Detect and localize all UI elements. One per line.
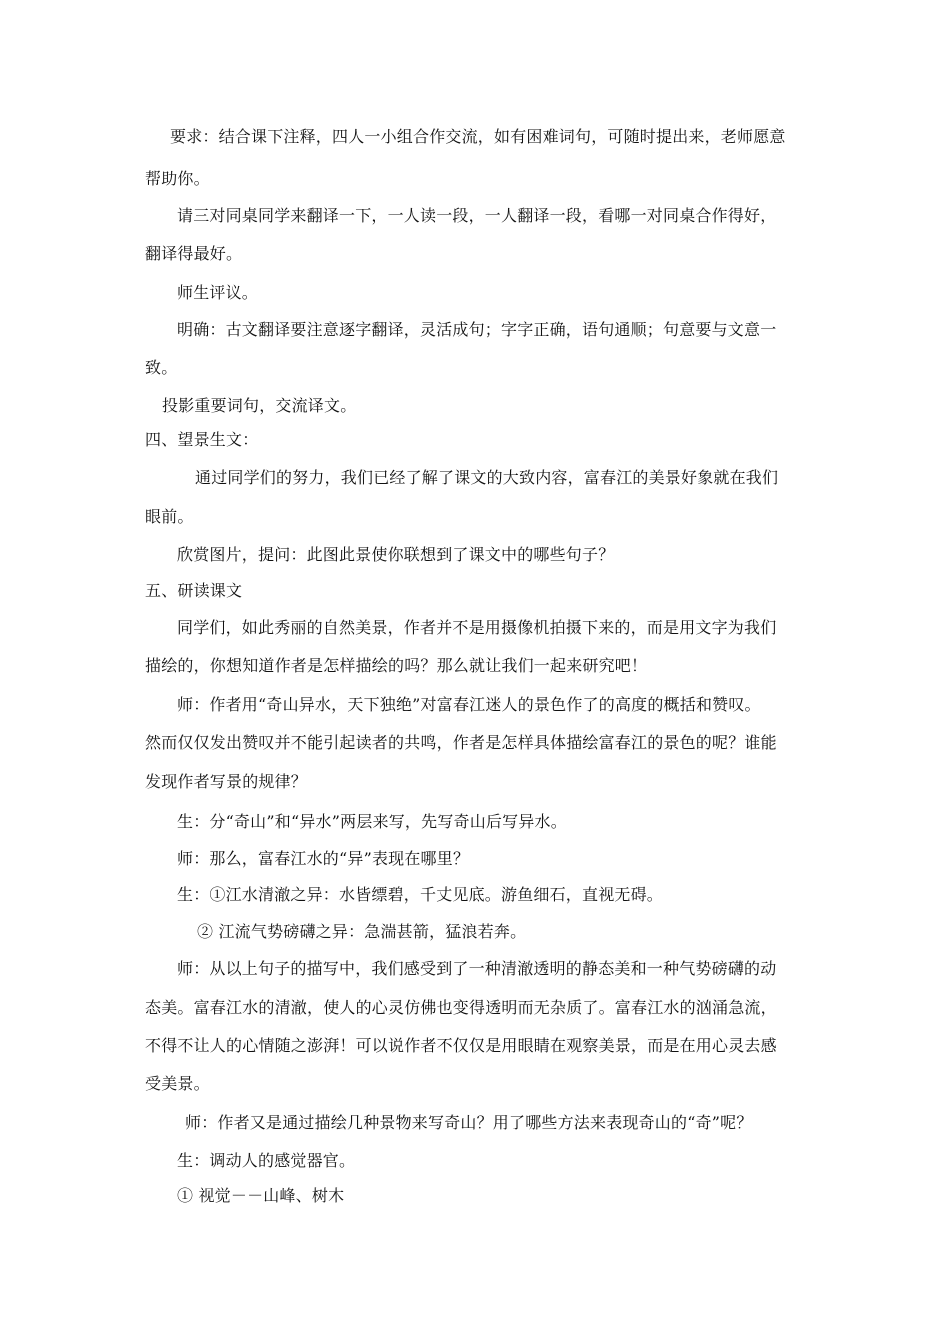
text-line: 生：调动人的感觉器官。	[177, 1151, 356, 1170]
text-line: 通过同学们的努力，我们已经了解了课文的大致内容，富春江的美景好象就在我们	[195, 468, 779, 487]
text-line: 师：那么，富春江水的“异”表现在哪里？	[177, 849, 470, 868]
text-line: 明确：古文翻译要注意逐字翻译，灵活成句；字字正确，语句通顺；句意要与文意一	[177, 320, 777, 339]
text-line: 然而仅仅发出赞叹并不能引起读者的共鸣，作者是怎样具体描绘富春江的景色的呢？谁能	[145, 733, 777, 752]
text-line: 描绘的，你想知道作者是怎样描绘的吗？那么就让我们一起来研究吧！	[145, 656, 648, 675]
text-line: 发现作者写景的规律？	[145, 772, 308, 791]
section-heading: 四、望景生文：	[145, 430, 259, 449]
text-line: 同学们，如此秀丽的自然美景，作者并不是用摄像机拍摄下来的，而是用文字为我们	[177, 618, 777, 637]
text-line: 致。	[145, 358, 178, 377]
text-line: 受美景。	[145, 1074, 210, 1093]
text-line: 投影重要词句，交流译文。	[162, 396, 357, 415]
text-line: 师：作者又是通过描绘几种景物来写奇山？用了哪些方法来表现奇山的“奇”呢？	[185, 1113, 753, 1132]
text-line: 帮助你。	[145, 169, 210, 188]
text-line: ① 视觉－－山峰、树木	[177, 1186, 345, 1205]
text-line: 欣赏图片，提问：此图此景使你联想到了课文中的哪些句子？	[177, 545, 615, 564]
text-line: 眼前。	[145, 507, 194, 526]
text-line: 生：①江水清澈之异：水皆缥碧，千丈见底。游鱼细石，直视无碍。	[177, 885, 664, 904]
text-line: 翻译得最好。	[145, 244, 243, 263]
text-line: 要求：结合课下注释，四人一小组合作交流，如有困难词句，可随时提出来，老师愿意	[170, 127, 786, 146]
text-line: 不得不让人的心情随之澎湃！可以说作者不仅仅是用眼睛在观察美景，而是在用心灵去感	[145, 1036, 777, 1055]
text-line: 师：从以上句子的描写中，我们感受到了一种清澈透明的静态美和一种气势磅礴的动	[177, 959, 777, 978]
text-line: 师：作者用“奇山异水，天下独绝”对富春江迷人的景色作了的高度的概括和赞叹。	[177, 695, 761, 714]
text-line: 态美。富春江水的清澈，使人的心灵仿佛也变得透明而无杂质了。富春江水的汹涌急流，	[145, 998, 777, 1017]
text-line: ② 江流气势磅礴之异：急湍甚箭，猛浪若奔。	[197, 922, 527, 941]
text-line: 师生评议。	[177, 283, 259, 302]
text-line: 生：分“奇山”和“异水”两层来写，先写奇山后写异水。	[177, 812, 567, 831]
text-line: 请三对同桌同学来翻译一下，一人读一段，一人翻译一段，看哪一对同桌合作得好，	[177, 206, 777, 225]
section-heading: 五、研读课文	[145, 581, 243, 600]
